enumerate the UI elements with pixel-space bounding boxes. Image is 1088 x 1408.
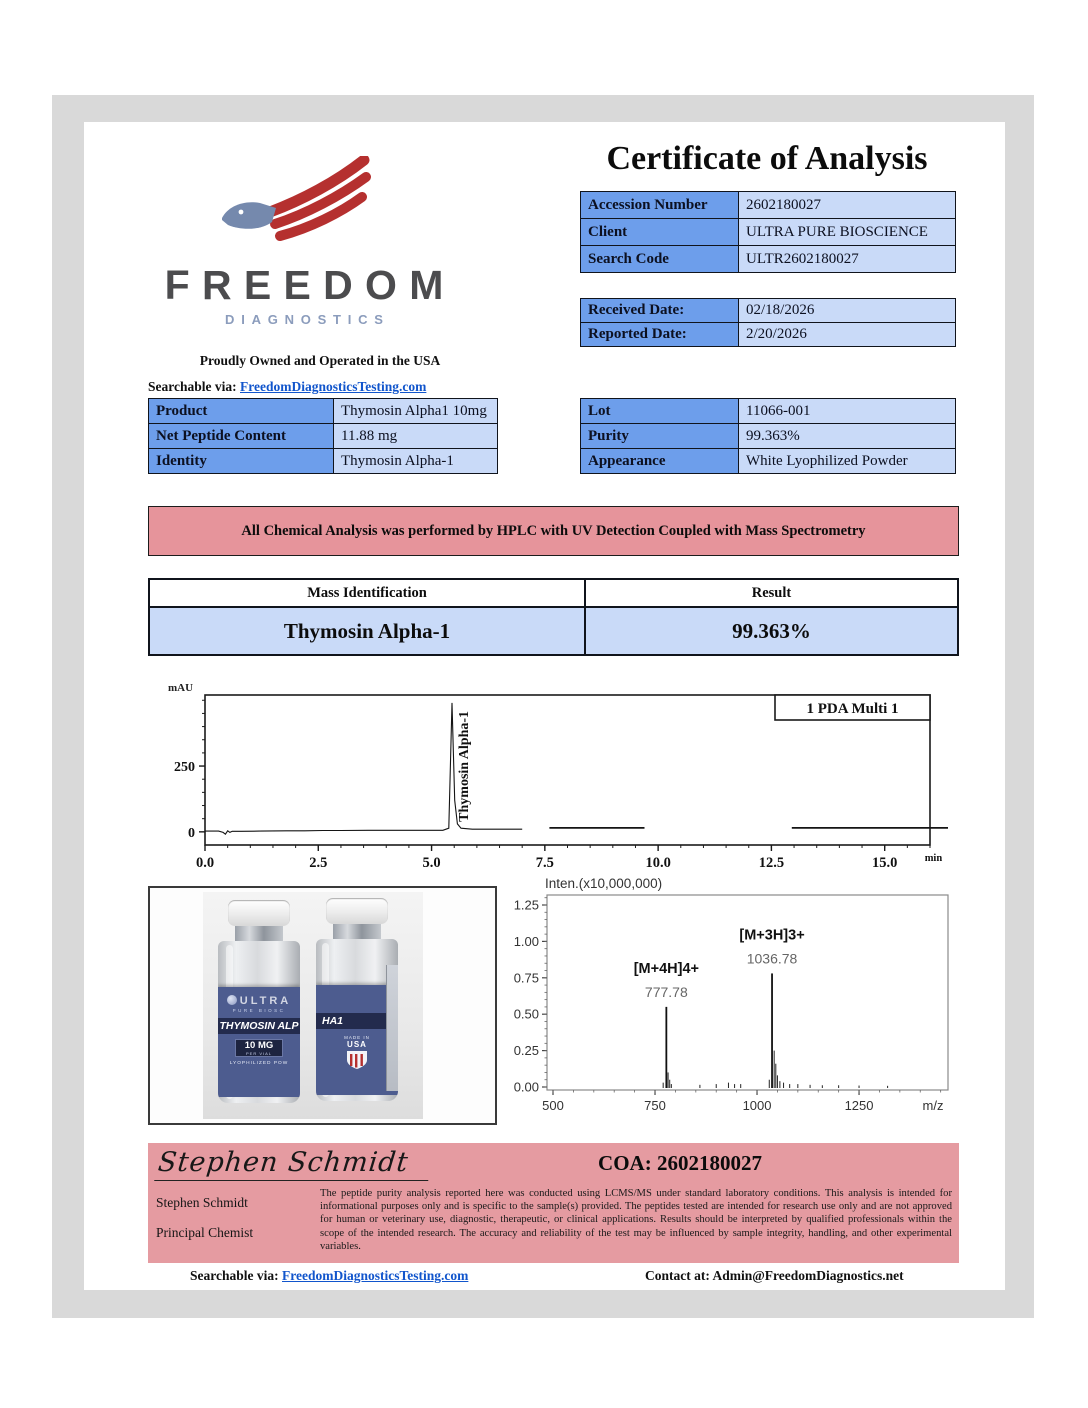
searchable-line: [148, 379, 426, 395]
table-row: [581, 424, 956, 449]
lot-table: [580, 398, 956, 474]
form-text: LYOPHILIZED POW: [229, 1061, 289, 1066]
mass-table-header: Result: [585, 579, 958, 607]
table-row: [149, 424, 498, 449]
svg-text:0.50: 0.50: [513, 1006, 539, 1022]
svg-text:0: 0: [188, 825, 195, 841]
table-row: [581, 299, 956, 323]
dose-unit: PER VIAL: [245, 1051, 272, 1056]
vial-crimp-ring: [333, 924, 381, 939]
usa-shield-icon: [346, 1050, 368, 1070]
field-value: 99.363%: [739, 424, 956, 449]
svg-text:15.0: 15.0: [872, 855, 898, 871]
svg-text:mAU: mAU: [168, 682, 194, 694]
chemist-name: Stephen Schmidt: [156, 1195, 248, 1210]
usa-tagline: Proudly Owned and Operated in the USA: [199, 353, 441, 368]
table-row: [149, 449, 498, 474]
table-row: [149, 399, 498, 424]
table-row: [581, 399, 956, 424]
peptide-name-back: HA1: [316, 1013, 398, 1029]
dates-table: [580, 298, 956, 347]
footer-searchable-prefix: Searchable via:: [190, 1268, 279, 1283]
brand-text: ULTRA: [239, 995, 292, 1007]
svg-text:Inten.(x10,000,000): Inten.(x10,000,000): [545, 876, 663, 891]
hplc-chromatogram-chart: [148, 680, 948, 872]
mass-table-row: [149, 607, 958, 655]
mass-table-cell: Thymosin Alpha-1: [149, 607, 585, 655]
footer-contact: Contact at: Admin@FreedomDiagnostics.net: [645, 1268, 904, 1283]
molecule-icon: [227, 995, 237, 1005]
vial-label-front: [218, 987, 300, 1097]
svg-text:250: 250: [174, 760, 195, 776]
signature-block: [148, 1143, 959, 1263]
svg-text:2.5: 2.5: [309, 855, 328, 871]
field-value: Thymosin Alpha1 10mg: [334, 399, 498, 424]
dose-amount: 10 MG: [244, 1040, 274, 1051]
svg-text:1036.78: 1036.78: [746, 950, 798, 967]
field-value: White Lyophilized Powder: [739, 449, 956, 474]
table-row: [581, 323, 956, 347]
table-row: [581, 246, 956, 273]
svg-text:Thymosin Alpha-1: Thymosin Alpha-1: [456, 710, 472, 822]
footer-searchable: [190, 1268, 468, 1284]
svg-text:0.75: 0.75: [513, 970, 539, 986]
footer-searchable-link[interactable]: FreedomDiagnosticsTesting.com: [282, 1268, 469, 1283]
field-label: Product: [149, 399, 334, 424]
vial-crimp-ring: [235, 926, 283, 941]
vial-front: [217, 900, 301, 1103]
field-value: 11.88 mg: [334, 424, 498, 449]
field-value: 02/18/2026: [739, 299, 956, 323]
searchable-prefix: Searchable via:: [148, 379, 237, 394]
usa-text: USA: [347, 1040, 367, 1049]
field-value: ULTR2602180027: [739, 246, 956, 273]
product-photo-frame: [148, 886, 497, 1125]
field-label: Net Peptide Content: [149, 424, 334, 449]
vial-back: [315, 898, 399, 1101]
vial-photo: [203, 892, 423, 1119]
svg-text:1.25: 1.25: [513, 897, 539, 913]
svg-text:0.00: 0.00: [513, 1079, 539, 1095]
field-value: 2602180027: [739, 192, 956, 219]
svg-text:12.5: 12.5: [758, 855, 785, 871]
mass-table-cell: 99.363%: [585, 607, 958, 655]
field-label: Reported Date:: [581, 323, 739, 347]
brand-subtext: PURE BIOSC: [232, 1008, 286, 1013]
svg-text:750: 750: [644, 1098, 666, 1113]
chemist-title: Principal Chemist: [156, 1225, 254, 1240]
product-table: [148, 398, 498, 474]
svg-text:1 PDA Multi 1: 1 PDA Multi 1: [806, 701, 899, 717]
svg-text:1000: 1000: [742, 1098, 772, 1113]
mass-identification-table: [148, 578, 959, 656]
field-label: Received Date:: [581, 299, 739, 323]
table-row: [581, 449, 956, 474]
searchable-link[interactable]: FreedomDiagnosticsTesting.com: [240, 379, 427, 394]
field-label: Appearance: [581, 449, 739, 474]
svg-text:0.25: 0.25: [513, 1043, 539, 1059]
field-value: Thymosin Alpha-1: [334, 449, 498, 474]
table-row: [581, 192, 956, 219]
made-in-text: MADE IN: [344, 1035, 370, 1040]
field-value: 11066-001: [739, 399, 956, 424]
field-label: Identity: [149, 449, 334, 474]
field-value: ULTRA PURE BIOSCIENCE: [739, 219, 956, 246]
field-label: Search Code: [581, 246, 739, 273]
field-value: 2/20/2026: [739, 323, 956, 347]
mass-table-header: Mass Identification: [149, 579, 585, 607]
field-label: Client: [581, 219, 739, 246]
coa-number: COA: 2602180027: [598, 1151, 762, 1175]
svg-text:5.0: 5.0: [422, 855, 441, 871]
certificate-page: [84, 122, 1005, 1290]
field-label: Purity: [581, 424, 739, 449]
peptide-name-front: THYMOSIN ALP: [219, 1020, 299, 1032]
logo-brand-subtitle: DIAGNOSTICS: [225, 312, 390, 327]
svg-text:m/z: m/z: [922, 1098, 944, 1113]
svg-text:10.0: 10.0: [645, 855, 671, 871]
svg-text:[M+4H]4+: [M+4H]4+: [633, 960, 699, 977]
svg-text:500: 500: [542, 1098, 564, 1113]
svg-text:7.5: 7.5: [535, 855, 554, 871]
page-title: Certificate of Analysis: [606, 140, 928, 177]
method-banner: All Chemical Analysis was performed by HPLC with UV Detection Coupled with Mass Spectrometry: [148, 506, 959, 556]
mass-spectrum-chart: [500, 875, 960, 1115]
freedom-eagle-logo-icon: [214, 156, 384, 264]
field-label: Lot: [581, 399, 739, 424]
svg-text:0.0: 0.0: [195, 855, 215, 871]
logo-brand-name: FREEDOM: [164, 262, 456, 308]
signature-script: Stephen Schmidt: [154, 1147, 432, 1181]
field-label: Accession Number: [581, 192, 739, 219]
disclaimer-text: The peptide purity analysis reported here was conducted using LCMS/MS under standard laboratory conditions. This analysis is intended for informational purposes only and is specific to the sample(s) provided. The peptides tested are intended for research use only and are not approved for human or veterinary use, diagnostic, therapeutic, or clinical applications. Results should be interpreted by qualified professionals within the scope of the intended research. The accuracy and reliability of the test may be influenced by sample integrity, handling, and other experimental variables.: [320, 1188, 952, 1252]
table-row: [581, 219, 956, 246]
vial-body: [218, 941, 300, 1103]
vial-cap: [326, 898, 388, 924]
accession-table: [580, 191, 956, 273]
svg-text:1.00: 1.00: [513, 933, 539, 949]
svg-text:777.78: 777.78: [644, 983, 688, 1000]
dose-box: [235, 1039, 283, 1057]
svg-text:[M+3H]3+: [M+3H]3+: [739, 927, 805, 944]
svg-text:1250: 1250: [844, 1098, 874, 1113]
vial-cap: [228, 900, 290, 926]
vial-body: [316, 939, 398, 1101]
lot-sticker: [386, 965, 398, 1091]
svg-text:min: min: [924, 853, 943, 864]
